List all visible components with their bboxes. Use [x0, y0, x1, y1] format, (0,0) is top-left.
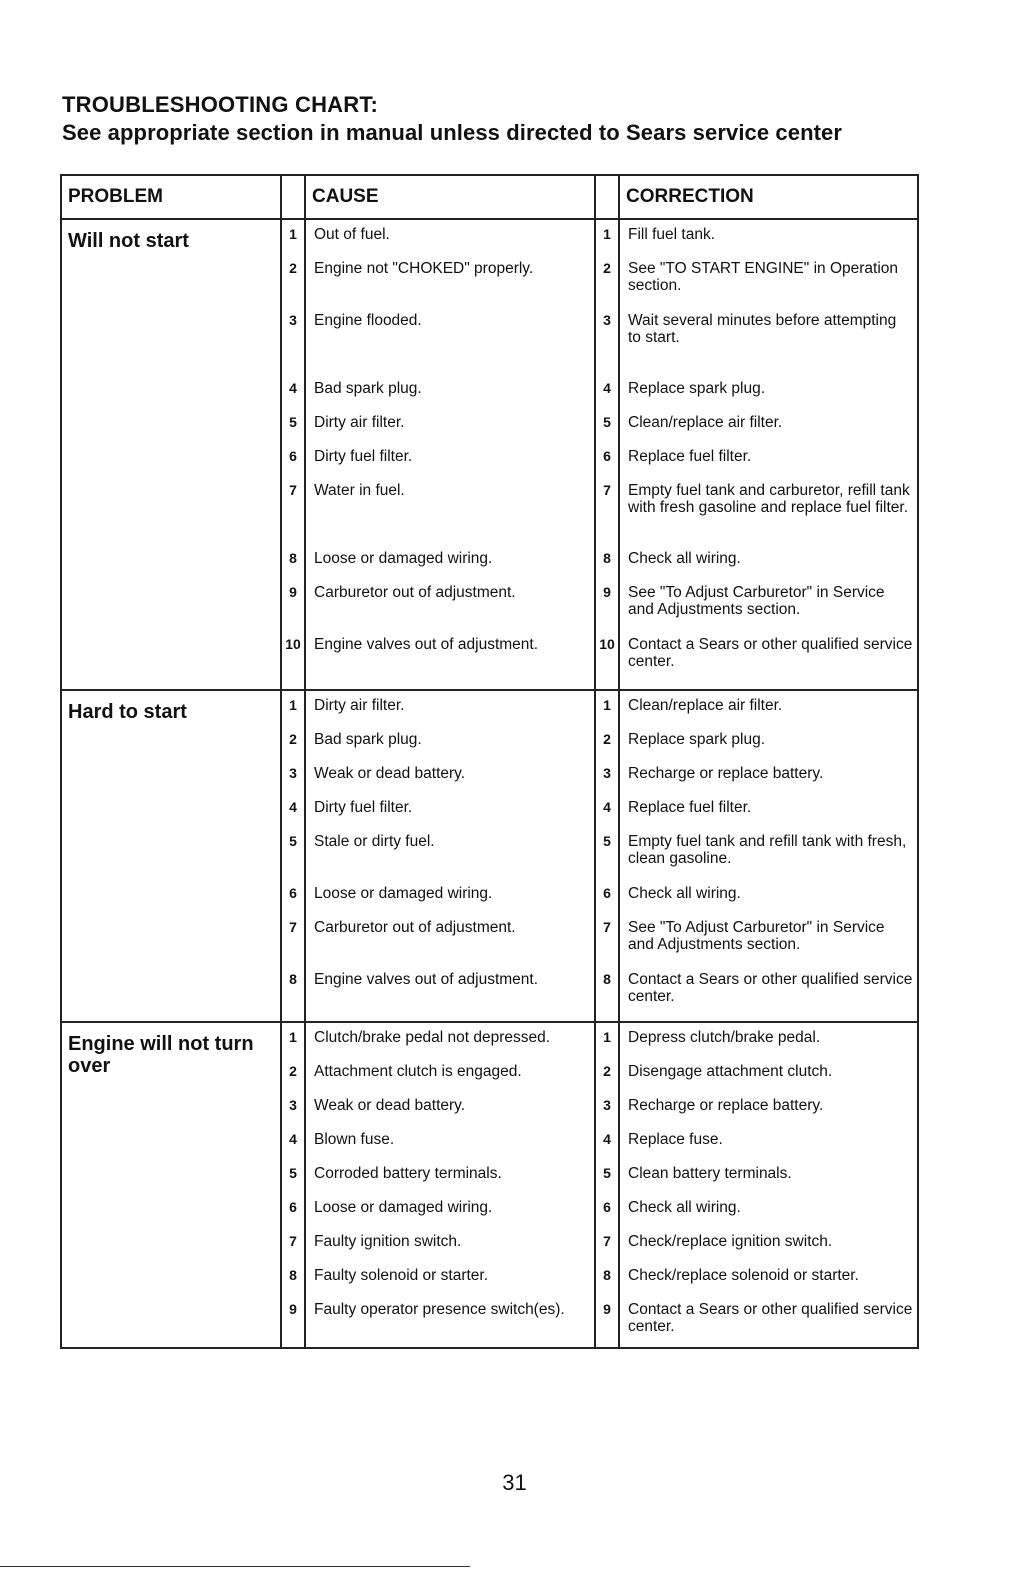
cause-number: 10	[285, 636, 301, 652]
cause-text: Loose or damaged wiring.	[314, 885, 493, 902]
cause-text: Stale or dirty fuel.	[314, 833, 435, 850]
cause-number: 4	[289, 380, 297, 396]
correction-number: 8	[603, 1267, 611, 1283]
cause-text: Attachment clutch is engaged.	[314, 1063, 522, 1080]
correction-text: Clean/replace air filter.	[628, 414, 783, 431]
correction-number: 2	[603, 260, 611, 276]
cause-number: 2	[289, 1063, 297, 1079]
correction-text: Clean/replace air filter.	[628, 697, 783, 714]
header-correction: CORRECTION	[618, 176, 917, 218]
correction-number: 7	[603, 482, 611, 498]
correction-number-column	[594, 691, 618, 1021]
problem-label: Engine will not turn over	[68, 1033, 254, 1077]
cause-number: 5	[289, 1165, 297, 1181]
cause-text: Corroded battery terminals.	[314, 1165, 502, 1182]
header-correction-number	[594, 176, 618, 218]
cause-text: Carburetor out of adjustment.	[314, 919, 516, 936]
cause-text: Engine valves out of adjustment.	[314, 971, 539, 988]
correction-number: 4	[603, 380, 611, 396]
correction-text: Clean battery terminals.	[628, 1165, 792, 1182]
cause-number-column	[280, 1023, 304, 1347]
correction-text: Fill fuel tank.	[628, 226, 716, 243]
cause-text: Carburetor out of adjustment.	[314, 584, 516, 601]
correction-number: 6	[603, 1199, 611, 1215]
cause-text: Dirty fuel filter.	[314, 799, 413, 816]
cause-column	[304, 1023, 594, 1347]
chart-subtitle: See appropriate section in manual unless directed to Sears service center	[62, 120, 843, 145]
correction-number-column	[594, 1023, 618, 1347]
cause-number-column	[280, 220, 304, 689]
correction-number: 1	[603, 226, 611, 242]
correction-text: Replace spark plug.	[628, 380, 765, 397]
cause-column	[304, 691, 594, 1021]
correction-text: Check/replace ignition switch.	[628, 1233, 833, 1250]
cause-text: Blown fuse.	[314, 1131, 395, 1148]
cause-column	[304, 220, 594, 689]
cause-number: 9	[289, 584, 297, 600]
cause-number: 7	[289, 919, 297, 935]
cause-text: Faulty operator presence switch(es).	[314, 1301, 565, 1318]
problem-section	[62, 220, 917, 691]
cause-text: Loose or damaged wiring.	[314, 1199, 493, 1216]
cause-number: 8	[289, 1267, 297, 1283]
correction-text: Contact a Sears or other qualified service center.	[628, 1301, 913, 1335]
correction-text: Replace spark plug.	[628, 731, 765, 748]
correction-number: 7	[603, 1233, 611, 1249]
problem-label: Hard to start	[68, 701, 187, 723]
correction-column	[618, 220, 917, 689]
header-cause-number	[280, 176, 304, 218]
cause-number: 6	[289, 448, 297, 464]
cause-number: 5	[289, 414, 297, 430]
cause-text: Dirty air filter.	[314, 697, 405, 714]
correction-number-column	[594, 220, 618, 689]
cause-number: 4	[289, 1131, 297, 1147]
correction-number: 5	[603, 1165, 611, 1181]
chart-title: TROUBLESHOOTING CHART:	[62, 92, 379, 117]
cause-number: 6	[289, 1199, 297, 1215]
cause-text: Bad spark plug.	[314, 731, 422, 748]
cause-text: Water in fuel.	[314, 482, 405, 499]
correction-number: 4	[603, 1131, 611, 1147]
correction-number: 6	[603, 885, 611, 901]
cause-number: 1	[289, 226, 297, 242]
header-problem: PROBLEM	[68, 186, 163, 207]
correction-number: 1	[603, 1029, 611, 1045]
cause-text: Engine flooded.	[314, 312, 422, 329]
cause-number: 2	[289, 731, 297, 747]
correction-text: Contact a Sears or other qualified service center.	[628, 636, 913, 670]
correction-number: 6	[603, 448, 611, 464]
correction-number: 3	[603, 765, 611, 781]
correction-text: Replace fuse.	[628, 1131, 723, 1148]
cause-number: 7	[289, 1233, 297, 1249]
correction-text: See "To Adjust Carburetor" in Service and Adjustments section.	[628, 919, 885, 953]
header-cause: CAUSE	[304, 176, 594, 218]
correction-text: Contact a Sears or other qualified service center.	[628, 971, 913, 1005]
cause-number: 5	[289, 833, 297, 849]
table-header	[62, 176, 917, 220]
correction-number: 2	[603, 731, 611, 747]
correction-number: 1	[603, 697, 611, 713]
cause-number: 1	[289, 1029, 297, 1045]
table-body	[62, 220, 917, 1347]
correction-number: 8	[603, 971, 611, 987]
correction-text: Check/replace solenoid or starter.	[628, 1267, 859, 1284]
cause-number: 2	[289, 260, 297, 276]
correction-text: Wait several minutes before attempting to start.	[628, 312, 897, 346]
cause-text: Weak or dead battery.	[314, 765, 466, 782]
correction-text: Empty fuel tank and carburetor, refill tank with fresh gasoline and replace fuel filter.	[628, 482, 910, 516]
correction-number: 10	[599, 636, 615, 652]
cause-number: 4	[289, 799, 297, 815]
correction-number: 2	[603, 1063, 611, 1079]
correction-text: Empty fuel tank and refill tank with fresh, clean gasoline.	[628, 833, 907, 867]
cause-text: Out of fuel.	[314, 226, 390, 243]
cause-number: 3	[289, 312, 297, 328]
problem-label: Will not start	[68, 230, 189, 252]
correction-number: 9	[603, 584, 611, 600]
page-number: 31	[502, 1470, 527, 1495]
cause-number: 6	[289, 885, 297, 901]
cause-number: 3	[289, 1097, 297, 1113]
correction-text: Replace fuel filter.	[628, 799, 752, 816]
correction-number: 9	[603, 1301, 611, 1317]
correction-text: Check all wiring.	[628, 1199, 741, 1216]
correction-text: Check all wiring.	[628, 550, 741, 567]
cause-text: Engine valves out of adjustment.	[314, 636, 539, 653]
correction-number: 8	[603, 550, 611, 566]
footer-rule	[0, 1566, 470, 1567]
correction-text: Disengage attachment clutch.	[628, 1063, 833, 1080]
troubleshooting-table	[60, 174, 919, 1349]
correction-number: 7	[603, 919, 611, 935]
cause-number: 3	[289, 765, 297, 781]
cause-text: Loose or damaged wiring.	[314, 550, 493, 567]
cause-number: 7	[289, 482, 297, 498]
problem-section	[62, 691, 917, 1023]
cause-number-column	[280, 691, 304, 1021]
cause-number: 8	[289, 550, 297, 566]
correction-text: See "TO START ENGINE" in Operation section.	[628, 260, 899, 294]
correction-text: Replace fuel filter.	[628, 448, 752, 465]
cause-text: Clutch/brake pedal not depressed.	[314, 1029, 551, 1046]
correction-text: Check all wiring.	[628, 885, 741, 902]
cause-text: Faulty solenoid or starter.	[314, 1267, 489, 1284]
correction-text: Recharge or replace battery.	[628, 1097, 824, 1114]
correction-number: 4	[603, 799, 611, 815]
problem-section	[62, 1023, 917, 1347]
cause-number: 9	[289, 1301, 297, 1317]
cause-number: 1	[289, 697, 297, 713]
cause-text: Faulty ignition switch.	[314, 1233, 462, 1250]
correction-column	[618, 691, 917, 1021]
cause-text: Weak or dead battery.	[314, 1097, 466, 1114]
cause-number: 8	[289, 971, 297, 987]
cause-text: Engine not "CHOKED" properly.	[314, 260, 534, 277]
correction-column	[618, 1023, 917, 1347]
cause-text: Bad spark plug.	[314, 380, 422, 397]
correction-number: 5	[603, 833, 611, 849]
cause-text: Dirty fuel filter.	[314, 448, 413, 465]
correction-text: See "To Adjust Carburetor" in Service and Adjustments section.	[628, 584, 885, 618]
correction-text: Recharge or replace battery.	[628, 765, 824, 782]
cause-text: Dirty air filter.	[314, 414, 405, 431]
correction-number: 3	[603, 1097, 611, 1113]
correction-number: 3	[603, 312, 611, 328]
correction-text: Depress clutch/brake pedal.	[628, 1029, 821, 1046]
correction-number: 5	[603, 414, 611, 430]
